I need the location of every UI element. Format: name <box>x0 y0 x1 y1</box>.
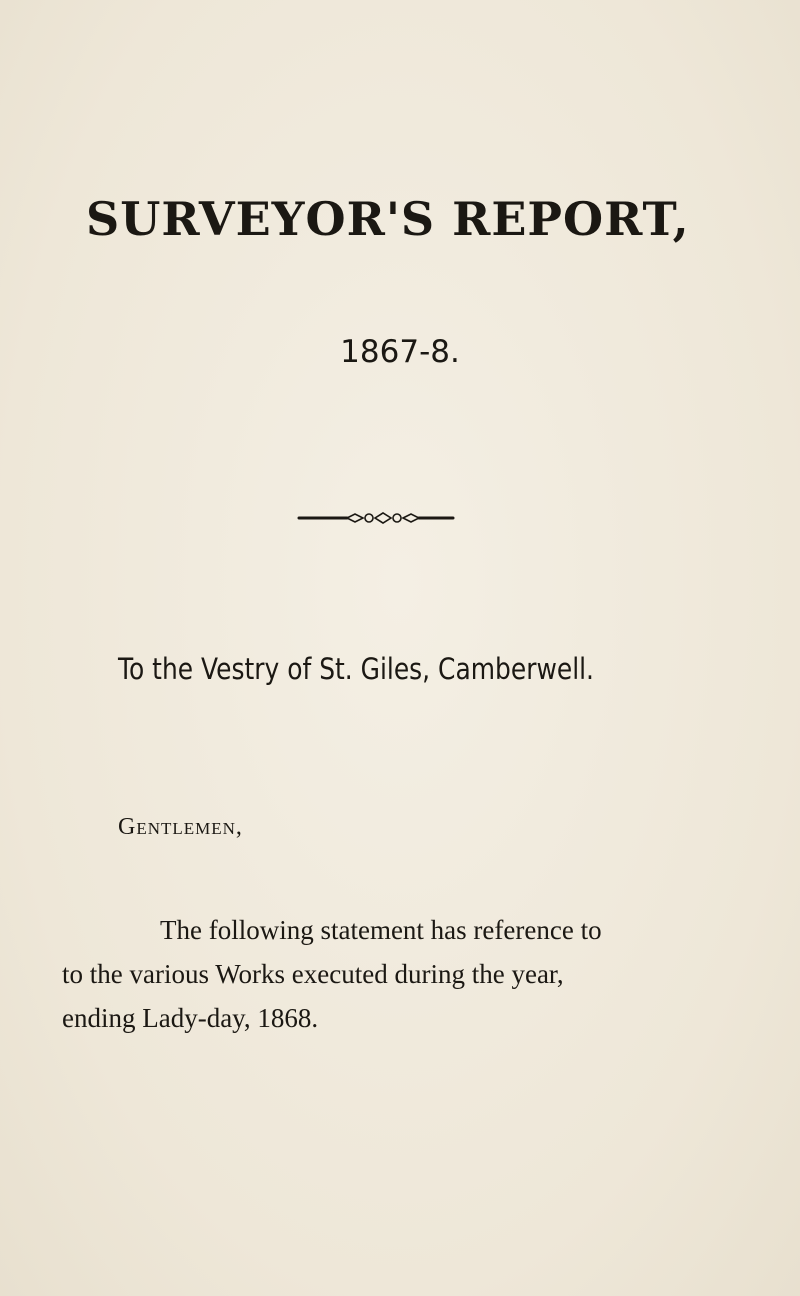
body-line: ending Lady-day, 1868. <box>62 1003 319 1033</box>
decorative-rule-icon <box>297 508 457 528</box>
salutation: Gentlemen, <box>118 814 243 840</box>
report-title: SURVEYOR'S REPORT, <box>86 192 690 246</box>
body-line: The following statement has reference to <box>160 915 602 945</box>
body-paragraph <box>62 908 722 1040</box>
body-line: to the various Works executed during the year, <box>62 959 564 989</box>
report-year: 1867-8. <box>340 334 460 370</box>
address-line: To the Vestry of St. Giles, Camberwell. <box>118 652 594 686</box>
